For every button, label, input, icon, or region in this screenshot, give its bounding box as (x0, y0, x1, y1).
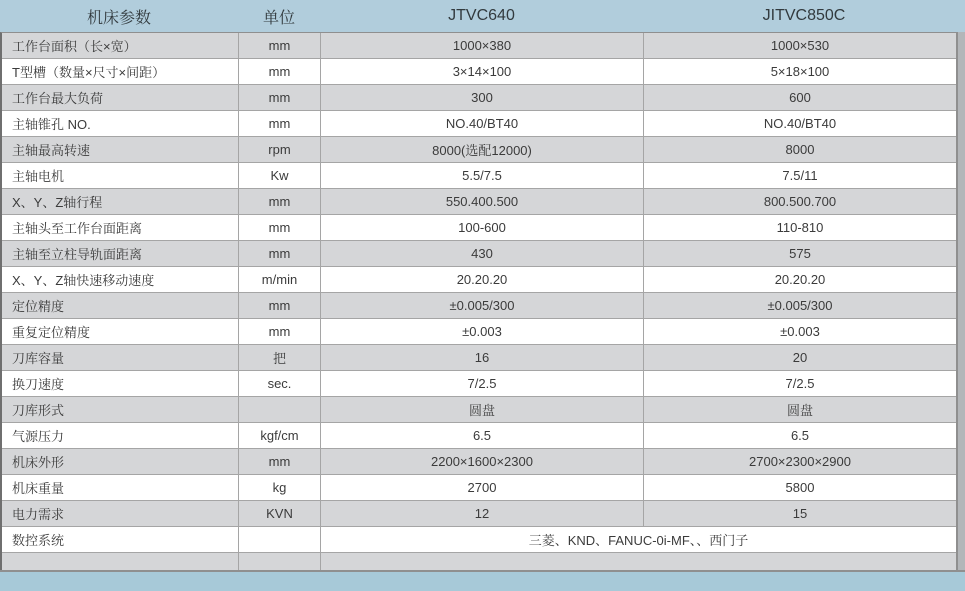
model2-value-cell: 600 (643, 85, 956, 111)
unit-cell: mm (238, 33, 320, 59)
unit-cell: kg (238, 475, 320, 501)
unit-cell: 把 (238, 345, 320, 371)
param-cell: 刀库形式 (2, 397, 238, 423)
model1-value-cell: 100-600 (320, 215, 643, 241)
unit-cell (238, 397, 320, 423)
param-cell: 换刀速度 (2, 371, 238, 397)
unit-cell: mm (238, 189, 320, 215)
param-cell: X、Y、Z轴行程 (2, 189, 238, 215)
model1-value-cell: 3×14×100 (320, 59, 643, 85)
column-header-param: 机床参数 (86, 9, 151, 27)
model2-value-cell: 7.5/11 (643, 163, 956, 189)
param-cell: 主轴头至工作台面距离 (2, 215, 238, 241)
model2-value-cell: 5800 (643, 475, 956, 501)
model2-value-cell: 圆盘 (643, 397, 956, 423)
model2-value-cell: 575 (643, 241, 956, 267)
model2-value-cell: 7/2.5 (643, 371, 956, 397)
param-cell: 机床重量 (2, 475, 238, 501)
table-row (2, 475, 956, 501)
param-cell: 数控系统 (2, 527, 238, 553)
model2-value-cell: 1000×530 (643, 33, 956, 59)
model2-value-cell: 20 (643, 345, 956, 371)
unit-cell: kgf/cm (238, 423, 320, 449)
param-cell: X、Y、Z轴快速移动速度 (2, 267, 238, 293)
table-row-empty (2, 553, 956, 570)
model1-value-cell: 7/2.5 (320, 371, 643, 397)
table-row (2, 423, 956, 449)
unit-cell: rpm (238, 137, 320, 163)
table-row (2, 33, 956, 59)
model1-value-cell: 430 (320, 241, 643, 267)
model2-value-cell: NO.40/BT40 (643, 111, 956, 137)
model1-value-cell: 6.5 (320, 423, 643, 449)
table-row (2, 345, 956, 371)
unit-cell: m/min (238, 267, 320, 293)
table-row (2, 215, 956, 241)
param-cell: 电力需求 (2, 501, 238, 527)
table-row (2, 189, 956, 215)
unit-cell: mm (238, 59, 320, 85)
bottom-accent-band (0, 570, 965, 591)
model1-value-cell: ±0.005/300 (320, 293, 643, 319)
table-row (2, 397, 956, 423)
model1-value-cell: 16 (320, 345, 643, 371)
model2-value-cell: 8000 (643, 137, 956, 163)
table-row (2, 137, 956, 163)
param-cell: 主轴锥孔 NO. (2, 111, 238, 137)
unit-cell (238, 527, 320, 553)
param-cell: 气源压力 (2, 423, 238, 449)
table-header-row (0, 0, 965, 32)
model2-value-cell: 110-810 (643, 215, 956, 241)
unit-cell: mm (238, 293, 320, 319)
table-row (2, 371, 956, 397)
table-body (0, 32, 965, 570)
spec-table (0, 32, 956, 570)
param-cell: 工作台最大负荷 (2, 85, 238, 111)
table-row (2, 293, 956, 319)
model1-value-cell: 2700 (320, 475, 643, 501)
param-cell: 主轴最高转速 (2, 137, 238, 163)
model2-value-cell: 2700×2300×2900 (643, 449, 956, 475)
empty-value-cell (320, 553, 956, 570)
model1-value-cell: 550.400.500 (320, 189, 643, 215)
model1-value-cell: 2200×1600×2300 (320, 449, 643, 475)
table-row (2, 501, 956, 527)
param-cell: 机床外形 (2, 449, 238, 475)
param-cell: 定位精度 (2, 293, 238, 319)
unit-cell: mm (238, 241, 320, 267)
unit-cell: KVN (238, 501, 320, 527)
unit-cell: sec. (238, 371, 320, 397)
unit-cell: mm (238, 449, 320, 475)
table-row (2, 85, 956, 111)
model1-value-cell: 300 (320, 85, 643, 111)
table-row (2, 449, 956, 475)
table-row (2, 59, 956, 85)
cnc-systems-value-cell: 三菱、KND、FANUC-0i-MF、、西门子 (320, 527, 956, 553)
model1-value-cell: 8000(选配12000) (320, 137, 643, 163)
table-row (2, 111, 956, 137)
param-cell: 工作台面积（长×宽） (2, 33, 238, 59)
model1-value-cell: 5.5/7.5 (320, 163, 643, 189)
column-header-jtvc640: JTVC640 (448, 7, 515, 24)
model1-value-cell: 1000×380 (320, 33, 643, 59)
table-row (2, 163, 956, 189)
model1-value-cell: 12 (320, 501, 643, 527)
unit-cell: mm (238, 85, 320, 111)
unit-cell: mm (238, 215, 320, 241)
unit-cell: Kw (238, 163, 320, 189)
table-row (2, 241, 956, 267)
model1-value-cell: NO.40/BT40 (320, 111, 643, 137)
unit-cell: mm (238, 111, 320, 137)
param-cell: 主轴电机 (2, 163, 238, 189)
table-row (2, 319, 956, 345)
column-header-unit: 单位 (262, 9, 295, 27)
unit-cell (238, 553, 320, 570)
model2-value-cell: ±0.005/300 (643, 293, 956, 319)
model2-value-cell: 15 (643, 501, 956, 527)
model2-value-cell: 6.5 (643, 423, 956, 449)
table-row (2, 267, 956, 293)
model1-value-cell: 圆盘 (320, 397, 643, 423)
model1-value-cell: ±0.003 (320, 319, 643, 345)
table-row-cnc-system (2, 527, 956, 553)
model1-value-cell: 20.20.20 (320, 267, 643, 293)
column-header-jitvc850c: JITVC850C (762, 7, 846, 24)
model2-value-cell: 20.20.20 (643, 267, 956, 293)
model2-value-cell: 800.500.700 (643, 189, 956, 215)
param-cell: 主轴至立柱导轨面距离 (2, 241, 238, 267)
param-cell (2, 553, 238, 570)
model2-value-cell: 5×18×100 (643, 59, 956, 85)
right-margin-strip (956, 32, 965, 570)
param-cell: 刀库容量 (2, 345, 238, 371)
param-cell: T型槽（数量×尺寸×间距） (2, 59, 238, 85)
unit-cell: mm (238, 319, 320, 345)
param-cell: 重复定位精度 (2, 319, 238, 345)
model2-value-cell: ±0.003 (643, 319, 956, 345)
